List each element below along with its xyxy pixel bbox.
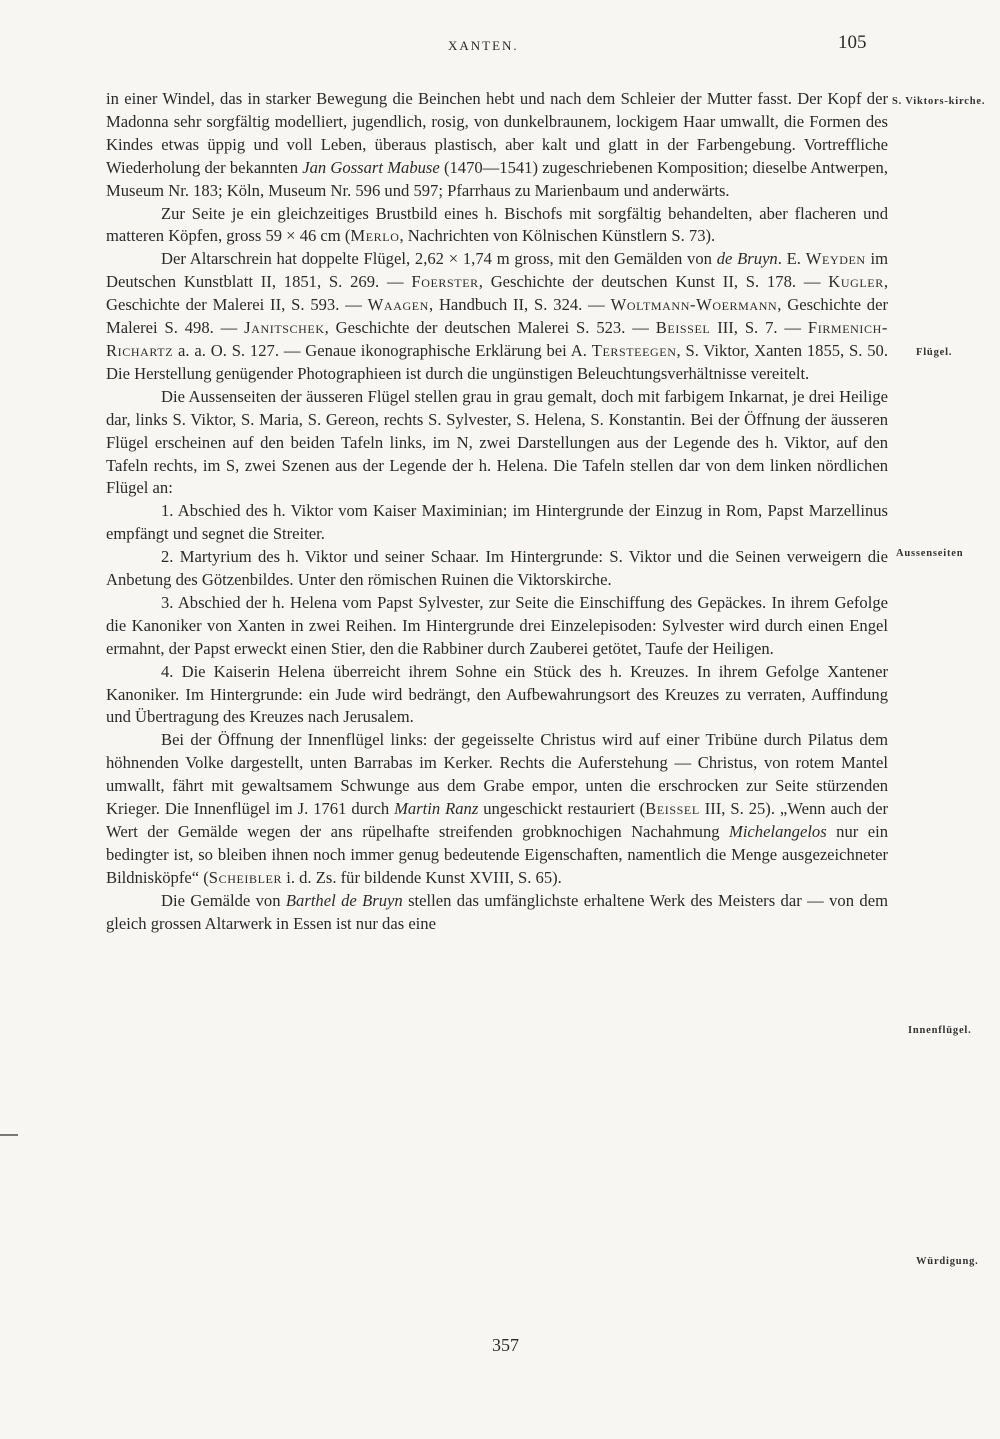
margin-note-innenfluegel: Innenflügel. (908, 1025, 972, 1036)
list-item: 1. Abschied des h. Viktor vom Kaiser Maximinian; im Hintergrunde der Einzug in Rom, Papst Marzellinus empfängt und segnet die Streiter. (106, 501, 888, 544)
header-page-number: 105 (838, 32, 867, 53)
paragraph: Bei der Öffnung der Innenflügel links: der gegeisselte Christus wird auf einer Tribüne durch Pilatus dem höhnenden Volke dargestellt, unten Barrabas im Kerker. Rechts die Auferstehung — Christus, von rotem Mantel umwallt, fährt mit gewaltsamem Schwunge aus dem Grabe empor, unten die erschrocken zur Seite stürzenden Krieger. Die Innenflügel im J. 1761 durch Martin Ranz ungeschickt restauriert (Beissel III, S. 25). „Wenn auch der Wert der Gemälde wegen der ans rüpelhafte streifenden grobknochigen Nachahmung Michelangelos nur ein bedingter ist, so bleiben ihnen noch immer genug bedeutende Eigenschaften, namentlich die Menge ausgezeichneter Bildnisköpfe“ (Scheibler i. d. Zs. für bildende Kunst XVIII, S. 65). (106, 730, 888, 887)
list-item: 3. Abschied der h. Helena vom Papst Sylvester, zur Seite die Einschiffung des Gepäckes. In ihrem Gefolge die Kanoniker von Xanten in zwei Reihen. Im Hintergrunde drei Einzelepisoden: Sylvester wird durch einen Engel ermahnt, der Papst erweckt einen Stier, den die Rabbiner durch Zauberei getötet, Taufe der Heiligen. (106, 592, 888, 658)
paragraph: Die Gemälde von Barthel de Bruyn stellen das umfänglichste erhaltene Werk des Meisters dar — von dem gleich grossen Altarwerk in Essen ist nur das eine (106, 890, 888, 933)
paragraph: in einer Windel, das in starker Bewegung die Beinchen hebt und nach dem Schleier der Mutter fasst. Der Kopf der Madonna sehr sorgfältig modelliert, jugendlich, rosig, von dunkelbraunem, lockigem Haar umwallt, die Formen des Kindes etwas üppig und voll Leben, überaus plastisch, aber kalt und glatt in der Farbengebung. Vortreffliche Wiederholung der bekannten Jan Gossart Mabuse (1470—1541) zugeschriebenen Komposition; dieselbe Antwerpen, Museum Nr. 183; Köln, Museum Nr. 596 und 597; Pfarrhaus zu Marienbaum und anderwärts. (106, 89, 888, 200)
paragraph: Der Altarschrein hat doppelte Flügel, 2,62 × 1,74 m gross, mit den Gemälden von de Bruyn. E. Weyden im Deutschen Kunstblatt II, 1851, S. 269. — Foerster, Geschichte der deutschen Kunst II, S. 178. — Kugler, Geschichte der Malerei II, S. 593. — Waagen, Handbuch II, S. 324. — Woltmann-Woermann, Geschichte der Malerei S. 498. — Janitschek, Geschichte der deutschen Malerei S. 523. — Beissel III, S. 7. — Firmenich-Richartz a. a. O. S. 127. — Genaue ikonographische Erklärung bei A. Tersteegen, S. Viktor, Xanten 1855, S. 50. Die Herstellung genügender Photographieen ist durch die ungünstigen Beleuchtungsverhältnisse vereitelt. (106, 249, 888, 383)
list-item: 2. Martyrium des h. Viktor und seiner Schaar. Im Hintergrunde: S. Viktor und die Seinen verweigern die Anbetung des Götzenbildes. Unter den römischen Ruinen die Viktorskirche. (106, 547, 888, 590)
running-header-title: XANTEN. (448, 38, 519, 53)
margin-note-viktorskirche: S. Viktors-kirche. (892, 96, 986, 107)
margin-note-wuerdigung: Würdigung. (916, 1256, 979, 1267)
paragraph: Zur Seite je ein gleichzeitiges Brustbild eines h. Bischofs mit sorgfältig behandelten, aber flacheren und matteren Köpfen, gross 59 × 46 cm (Merlo, Nachrichten von Kölnischen Künstlern S. 73). (106, 203, 888, 246)
margin-note-aussenseiten: Aussenseiten (896, 548, 964, 559)
list-item: 4. Die Kaiserin Helena überreicht ihrem Sohne ein Stück des h. Kreuzes. In ihrem Gefolge Xantener Kanoniker. Im Hintergrunde: ein Jude wird bedrängt, den Aufbewahrungsort des Kreuzes zu verraten, Auffindung und Übertragung des Kreuzes nach Jerusalem. (106, 661, 888, 727)
body-text (106, 88, 888, 936)
paragraph: Die Aussenseiten der äusseren Flügel stellen grau in grau gemalt, doch mit farbigem Inkarnat, je drei Heilige dar, links S. Viktor, S. Maria, S. Gereon, rechts S. Sylvester, S. Helena, S. Konstantin. Bei der Öffnung der äusseren Flügel erscheinen auf den beiden Tafeln links, im N, zwei Darstellungen aus der Legende des h. Viktor, auf den Tafeln rechts, im S, zwei Szenen aus der Legende der h. Helena. Die Tafeln stellen dar von dem linken nördlichen Flügel an: (106, 386, 888, 498)
margin-note-fluegel: Flügel. (916, 347, 953, 358)
edge-mark (0, 1134, 18, 1136)
footer-page-number: 357 (492, 1335, 519, 1355)
